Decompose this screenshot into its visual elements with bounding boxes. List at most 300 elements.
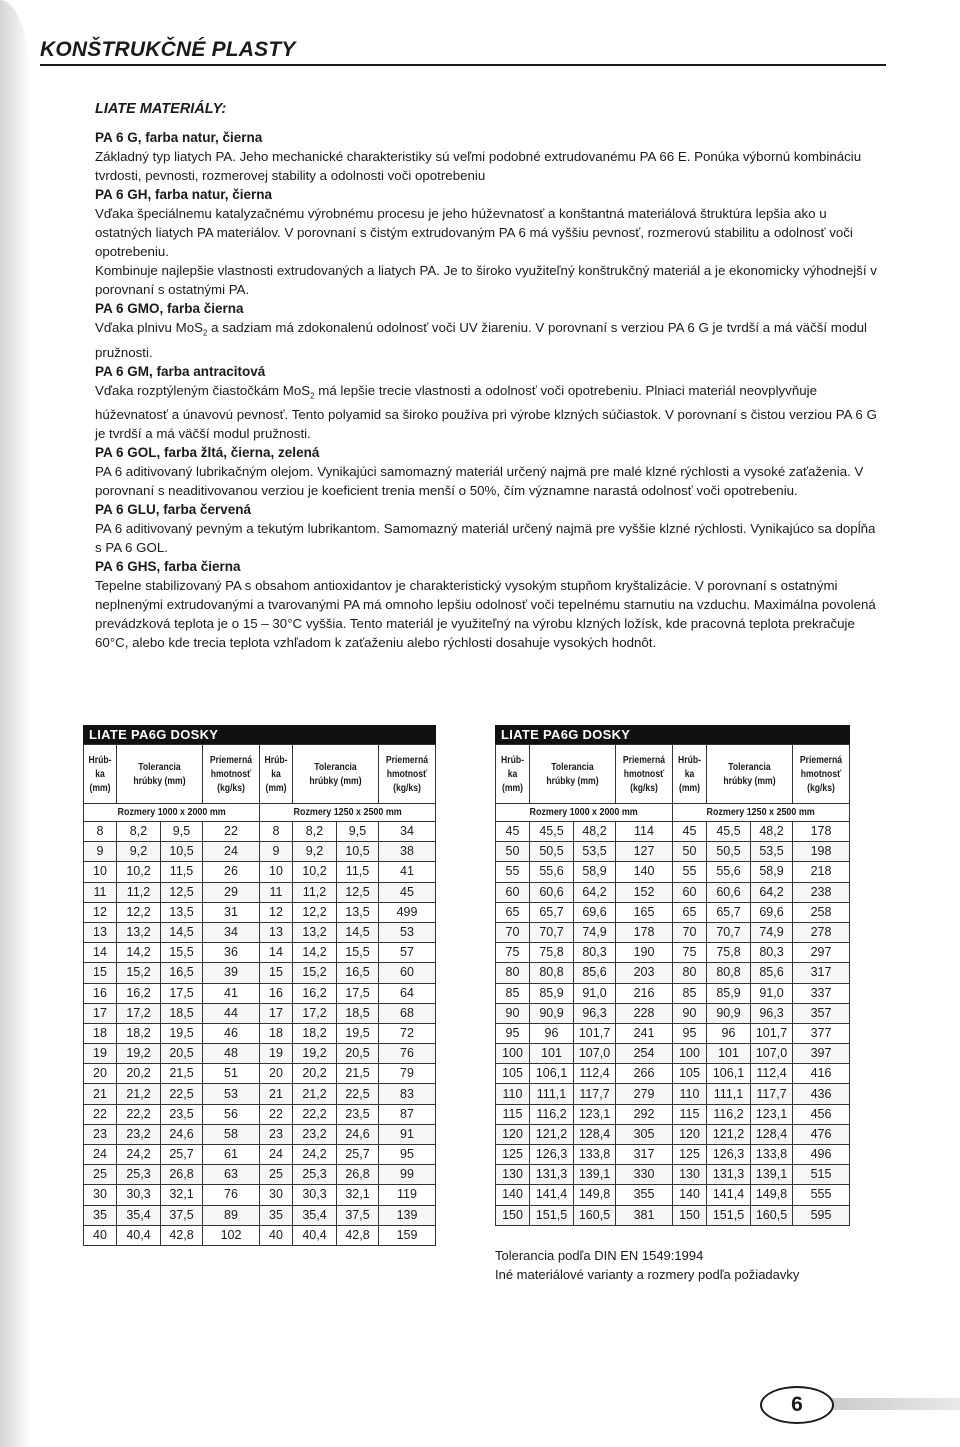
page-number: 6 — [760, 1386, 834, 1424]
table-cell: 19 — [84, 1044, 117, 1064]
table-cell: 60,6 — [530, 882, 574, 902]
table-cell: 241 — [616, 1023, 673, 1043]
table-cell: 20,5 — [161, 1044, 203, 1064]
table-cell: 70 — [673, 922, 707, 942]
table-cell: 19 — [260, 1044, 293, 1064]
table-cell: 117,7 — [574, 1084, 616, 1104]
table-cell: 64,2 — [574, 882, 616, 902]
table-cell: 25 — [84, 1165, 117, 1185]
table-cell: 130 — [496, 1165, 530, 1185]
table-cell: 14,5 — [337, 922, 379, 942]
table-cell: 117,7 — [751, 1084, 793, 1104]
table-cell: 112,4 — [574, 1064, 616, 1084]
table-cell: 16,2 — [117, 983, 161, 1003]
table-cell: 35,4 — [117, 1205, 161, 1225]
table-cell: 11,2 — [293, 882, 337, 902]
table-cell: 89 — [203, 1205, 260, 1225]
table-cell: 85,6 — [751, 963, 793, 983]
material-text-pa6gh-2: Kombinuje najlepšie vlastnosti extrudovaných a liatych PA. Je to široko využiteľný konštrukčný materiál a je ekonomicky výhodnejší v porovnaní s ostatnými PA. — [95, 263, 877, 297]
table-cell: 50 — [496, 842, 530, 862]
table-cell: 75 — [673, 943, 707, 963]
table-cell: 22,5 — [337, 1084, 379, 1104]
col-header-weight: Priemerná hmotnosť (kg/ks) — [203, 745, 260, 804]
table-cell: 8 — [84, 822, 117, 842]
table-cell: 70,7 — [707, 922, 751, 942]
table-cell: 121,2 — [707, 1124, 751, 1144]
table-row — [84, 1145, 436, 1165]
table-cell: 24,2 — [293, 1145, 337, 1165]
col-header-tolerance: Tolerancia hrúbky (mm) — [293, 745, 379, 804]
table-cell: 96,3 — [574, 1003, 616, 1023]
table-cell: 40,4 — [117, 1225, 161, 1245]
table-cell: 131,3 — [530, 1165, 574, 1185]
table-cell: 19,2 — [117, 1044, 161, 1064]
table-cell: 18,2 — [117, 1023, 161, 1043]
table-cell: 13,2 — [293, 922, 337, 942]
table-cell: 9,5 — [161, 822, 203, 842]
table-cell: 90 — [496, 1003, 530, 1023]
table-cell: 228 — [616, 1003, 673, 1023]
table-cell: 40 — [84, 1225, 117, 1245]
table-cell: 416 — [793, 1064, 850, 1084]
table-cell: 160,5 — [574, 1205, 616, 1225]
table-cell: 8,2 — [117, 822, 161, 842]
table-cell: 11,5 — [161, 862, 203, 882]
material-text-pa6g: Základný typ liatych PA. Jeho mechanické charakteristiky sú veľmi podobné extrudovanému PA 66 E. Ponúka výbornú kombináciu tvrdosti, pevnosti, rozmerovej stability a odolnosti voči opotrebeniu — [95, 149, 862, 183]
table-cell: 24 — [203, 842, 260, 862]
table-cell: 555 — [793, 1185, 850, 1205]
table-cell: 99 — [379, 1165, 436, 1185]
table-cell: 80,8 — [530, 963, 574, 983]
table-cell: 48,2 — [751, 822, 793, 842]
dimension-header: Rozmery 1000 x 2000 mm — [84, 804, 260, 822]
table-cell: 60 — [673, 882, 707, 902]
table-cell: 111,1 — [530, 1084, 574, 1104]
col-header-thickness: Hrúb-ka (mm) — [496, 745, 530, 804]
table-cell: 125 — [673, 1145, 707, 1165]
table-cell: 357 — [793, 1003, 850, 1023]
table-cell: 75,8 — [530, 943, 574, 963]
table-cell: 51 — [203, 1064, 260, 1084]
table-cell: 32,1 — [337, 1185, 379, 1205]
table-cell: 72 — [379, 1023, 436, 1043]
table-cell: 70 — [496, 922, 530, 942]
table-cell: 75,8 — [707, 943, 751, 963]
table-cell: 198 — [793, 842, 850, 862]
table-cell: 151,5 — [530, 1205, 574, 1225]
decorative-side-band — [0, 0, 30, 1447]
col-header-weight: Priemerná hmotnosť (kg/ks) — [379, 745, 436, 804]
table-cell: 85 — [496, 983, 530, 1003]
table-row — [84, 1084, 436, 1104]
table-cell: 21,5 — [337, 1064, 379, 1084]
table-cell: 140 — [673, 1185, 707, 1205]
table-cell: 149,8 — [751, 1185, 793, 1205]
table-cell: 258 — [793, 902, 850, 922]
table-cell: 102 — [203, 1225, 260, 1245]
table-cell: 64,2 — [751, 882, 793, 902]
table-cell: 85,9 — [707, 983, 751, 1003]
table-cell: 15,2 — [117, 963, 161, 983]
table-cell: 80,3 — [751, 943, 793, 963]
table-cell: 45 — [379, 882, 436, 902]
table-right-wrapper — [495, 725, 850, 1226]
table-cell: 9,2 — [117, 842, 161, 862]
table-cell: 496 — [793, 1145, 850, 1165]
table-cell: 21 — [84, 1084, 117, 1104]
table-cell: 16,2 — [293, 983, 337, 1003]
table-cell: 96 — [707, 1023, 751, 1043]
section-title: LIATE MATERIÁLY: — [95, 101, 227, 117]
table-cell: 10,2 — [117, 862, 161, 882]
table-cell: 139,1 — [751, 1165, 793, 1185]
table-cell: 14,5 — [161, 922, 203, 942]
table-cell: 96 — [530, 1023, 574, 1043]
table-cell: 17,5 — [161, 983, 203, 1003]
table-cell: 17,2 — [117, 1003, 161, 1023]
material-title-pa6gm: PA 6 GM, farba antracitová — [95, 363, 266, 379]
table-cell: 46 — [203, 1023, 260, 1043]
table-cell: 22,2 — [293, 1104, 337, 1124]
table-left-title: LIATE PA6G DOSKY — [83, 725, 436, 744]
table-row — [496, 922, 850, 942]
table-cell: 22,2 — [117, 1104, 161, 1124]
table-cell: 90 — [673, 1003, 707, 1023]
table-cell: 120 — [673, 1124, 707, 1144]
table-cell: 133,8 — [751, 1145, 793, 1165]
table-row — [496, 963, 850, 983]
table-cell: 79 — [379, 1064, 436, 1084]
table-cell: 12,2 — [293, 902, 337, 922]
table-cell: 9,2 — [293, 842, 337, 862]
table-cell: 140 — [496, 1185, 530, 1205]
table-row — [84, 842, 436, 862]
table-cell: 22 — [84, 1104, 117, 1124]
table-cell: 87 — [379, 1104, 436, 1124]
table-cell: 57 — [379, 943, 436, 963]
table-cell: 61 — [203, 1145, 260, 1165]
materials-section — [95, 100, 885, 652]
table-cell: 101,7 — [751, 1023, 793, 1043]
table-cell: 515 — [793, 1165, 850, 1185]
table-cell: 279 — [616, 1084, 673, 1104]
table-cell: 76 — [379, 1044, 436, 1064]
table-cell: 55,6 — [707, 862, 751, 882]
table-cell: 96,3 — [751, 1003, 793, 1023]
table-cell: 95 — [673, 1023, 707, 1043]
table-row — [496, 1003, 850, 1023]
table-cell: 10,5 — [161, 842, 203, 862]
table-row — [84, 1104, 436, 1124]
table-cell: 17,5 — [337, 983, 379, 1003]
table-cell: 12,2 — [117, 902, 161, 922]
col-header-thickness: Hrúb-ka (mm) — [84, 745, 117, 804]
table-cell: 107,0 — [574, 1044, 616, 1064]
table-cell: 19,2 — [293, 1044, 337, 1064]
table-row — [496, 902, 850, 922]
table-cell: 16,5 — [337, 963, 379, 983]
table-cell: 90,9 — [530, 1003, 574, 1023]
table-cell: 101 — [707, 1044, 751, 1064]
table-cell: 83 — [379, 1084, 436, 1104]
material-text-pa6ghs: Tepelne stabilizovaný PA s obsahom antioxidantov je charakteristický vysokým stupňom kryštalizácie. V porovnaní s ostatnými neplnenými extrudovanými a tvarovanými PA má omnoho lepšiu odolnosť voči tepelnému starnutiu na vzduchu. Maximálna povolená prevádzková teplota je o 15 – 30°C vyššia. Tento materiál je využiteľný na výrobu klzných ložísk, kde pracovná teplota prekračuje 60°C, alebo kde trecia teplota vzhľadom k zaťaženiu alebo rýchlosti dosahuje vysokých hodnôt. — [95, 578, 876, 651]
table-cell: 11 — [84, 882, 117, 902]
table-cell: 106,1 — [530, 1064, 574, 1084]
table-cell: 25,3 — [117, 1165, 161, 1185]
table-cell: 21,2 — [117, 1084, 161, 1104]
table-cell: 20,2 — [293, 1064, 337, 1084]
table-cell: 20 — [260, 1064, 293, 1084]
table-cell: 76 — [203, 1185, 260, 1205]
table-cell: 13,2 — [117, 922, 161, 942]
table-row — [496, 1104, 850, 1124]
table-cell: 218 — [793, 862, 850, 882]
table-cell: 17 — [260, 1003, 293, 1023]
table-cell: 18 — [260, 1023, 293, 1043]
table-cell: 116,2 — [530, 1104, 574, 1124]
table-cell: 90,9 — [707, 1003, 751, 1023]
table-cell: 101 — [530, 1044, 574, 1064]
table-cell: 20,5 — [337, 1044, 379, 1064]
table-cell: 476 — [793, 1124, 850, 1144]
table-cell: 34 — [379, 822, 436, 842]
table-cell: 21,5 — [161, 1064, 203, 1084]
material-text-pa6gh: Vďaka špeciálnemu katalyzačnému výrobnému procesu je jeho húževnatosť a konštantná materiálová štruktúra lepšia ako u ostatných liatych PA materiálov. V porovnaní s čistým extrudovaným PA 6 má vyššiu pevnosť, rozmerovú stabilitu a odolnosť voči opotrebeniu. — [95, 206, 853, 259]
table-row — [496, 862, 850, 882]
table-cell: 95 — [379, 1145, 436, 1165]
table-cell: 55 — [673, 862, 707, 882]
table-cell: 24,6 — [161, 1124, 203, 1144]
table-cell: 30,3 — [293, 1185, 337, 1205]
table-cell: 14,2 — [293, 943, 337, 963]
table-cell: 10,5 — [337, 842, 379, 862]
table-cell: 32,1 — [161, 1185, 203, 1205]
table-cell: 20,2 — [117, 1064, 161, 1084]
table-cell: 41 — [203, 983, 260, 1003]
table-cell: 10,2 — [293, 862, 337, 882]
table-cell: 45 — [673, 822, 707, 842]
table-cell: 266 — [616, 1064, 673, 1084]
col-header-tolerance: Tolerancia hrúbky (mm) — [707, 745, 793, 804]
table-row — [84, 922, 436, 942]
table-cell: 254 — [616, 1044, 673, 1064]
table-cell: 91,0 — [574, 983, 616, 1003]
table-cell: 160,5 — [751, 1205, 793, 1225]
table-cell: 8 — [260, 822, 293, 842]
table-cell: 26 — [203, 862, 260, 882]
table-cell: 80,3 — [574, 943, 616, 963]
table-row — [84, 1064, 436, 1084]
dimension-header: Rozmery 1000 x 2000 mm — [496, 804, 673, 822]
table-cell: 101,7 — [574, 1023, 616, 1043]
table-row — [84, 1185, 436, 1205]
table-cell: 65,7 — [530, 902, 574, 922]
table-cell: 12,5 — [161, 882, 203, 902]
table-cell: 9,5 — [337, 822, 379, 842]
material-title-pa6ghs: PA 6 GHS, farba čierna — [95, 559, 241, 575]
table-cell: 11,2 — [117, 882, 161, 902]
table-cell: 151,5 — [707, 1205, 751, 1225]
table-cell: 38 — [379, 842, 436, 862]
table-cell: 116,2 — [707, 1104, 751, 1124]
table-cell: 24,2 — [117, 1145, 161, 1165]
table-cell: 65 — [673, 902, 707, 922]
table-cell: 42,8 — [337, 1225, 379, 1245]
table-cell: 14 — [84, 943, 117, 963]
variants-note: Iné materiálové varianty a rozmery podľa požiadavky — [495, 1267, 800, 1282]
table-cell: 121,2 — [530, 1124, 574, 1144]
table-cell: 21 — [260, 1084, 293, 1104]
table-cell: 40,4 — [293, 1225, 337, 1245]
table-cell: 297 — [793, 943, 850, 963]
material-text-pa6glu: PA 6 aditivovaný pevným a tekutým lubrikantom. Samomazný materiál určený najmä pre vyššie klzné rýchlosti. Vynikajúco sa dopĺňa s PA 6 GOL. — [95, 521, 876, 556]
table-cell: 159 — [379, 1225, 436, 1245]
table-cell: 178 — [616, 922, 673, 942]
table-cell: 26,8 — [161, 1165, 203, 1185]
table-cell: 126,3 — [707, 1145, 751, 1165]
table-cell: 355 — [616, 1185, 673, 1205]
table-cell: 12 — [84, 902, 117, 922]
table-cell: 141,4 — [707, 1185, 751, 1205]
table-cell: 130 — [673, 1165, 707, 1185]
table-cell: 107,0 — [751, 1044, 793, 1064]
table-cell: 15,2 — [293, 963, 337, 983]
table-cell: 69,6 — [574, 902, 616, 922]
table-cell: 55,6 — [530, 862, 574, 882]
table-left-wrapper — [83, 725, 436, 1246]
table-cell: 29 — [203, 882, 260, 902]
table-cell: 69,6 — [751, 902, 793, 922]
table-cell: 115 — [673, 1104, 707, 1124]
table-row — [496, 1064, 850, 1084]
table-cell: 19,5 — [161, 1023, 203, 1043]
table-cell: 16,5 — [161, 963, 203, 983]
table-cell: 68 — [379, 1003, 436, 1023]
table-cell: 120 — [496, 1124, 530, 1144]
table-cell: 45 — [496, 822, 530, 842]
table-cell: 50 — [673, 842, 707, 862]
table-cell: 53,5 — [574, 842, 616, 862]
table-notes — [495, 1246, 799, 1284]
table-cell: 60,6 — [707, 882, 751, 902]
table-cell: 149,8 — [574, 1185, 616, 1205]
table-cell: 18 — [84, 1023, 117, 1043]
table-cell: 305 — [616, 1124, 673, 1144]
table-cell: 50,5 — [707, 842, 751, 862]
table-cell: 127 — [616, 842, 673, 862]
table-cell: 48 — [203, 1044, 260, 1064]
table-cell: 14 — [260, 943, 293, 963]
table-cell: 18,2 — [293, 1023, 337, 1043]
col-header-thickness: Hrúb-ka (mm) — [673, 745, 707, 804]
table-cell: 16 — [260, 983, 293, 1003]
table-row — [496, 983, 850, 1003]
table-cell: 11,5 — [337, 862, 379, 882]
material-title-pa6gol: PA 6 GOL, farba žltá, čierna, zelená — [95, 445, 320, 461]
table-cell: 152 — [616, 882, 673, 902]
table-cell: 37,5 — [337, 1205, 379, 1225]
table-cell: 397 — [793, 1044, 850, 1064]
table-cell: 39 — [203, 963, 260, 983]
table-cell: 24 — [260, 1145, 293, 1165]
table-cell: 17,2 — [293, 1003, 337, 1023]
table-cell: 20 — [84, 1064, 117, 1084]
table-cell: 110 — [673, 1084, 707, 1104]
table-cell: 12,5 — [337, 882, 379, 902]
table-cell: 456 — [793, 1104, 850, 1124]
table-cell: 35 — [84, 1205, 117, 1225]
table-cell: 25,7 — [337, 1145, 379, 1165]
table-cell: 15,5 — [161, 943, 203, 963]
col-header-weight: Priemerná hmotnosť (kg/ks) — [793, 745, 850, 804]
table-cell: 30,3 — [117, 1185, 161, 1205]
table-cell: 10 — [260, 862, 293, 882]
table-cell: 178 — [793, 822, 850, 842]
table-cell: 40 — [260, 1225, 293, 1245]
table-cell: 48,2 — [574, 822, 616, 842]
table-cell: 111,1 — [707, 1084, 751, 1104]
table-cell: 11 — [260, 882, 293, 902]
table-row — [84, 902, 436, 922]
table-cell: 499 — [379, 902, 436, 922]
table-row — [84, 1023, 436, 1043]
table-cell: 35,4 — [293, 1205, 337, 1225]
table-cell: 26,8 — [337, 1165, 379, 1185]
material-title-pa6gmo: PA 6 GMO, farba čierna — [95, 301, 244, 316]
table-cell: 25,3 — [293, 1165, 337, 1185]
table-row — [496, 1205, 850, 1225]
tolerance-note: Tolerancia podľa DIN EN 1549:1994 — [495, 1248, 704, 1263]
table-cell: 15,5 — [337, 943, 379, 963]
page-title: KONŠTRUKČNÉ PLASTY — [40, 38, 296, 61]
table-cell: 139,1 — [574, 1165, 616, 1185]
table-cell: 23,5 — [161, 1104, 203, 1124]
table-cell: 123,1 — [574, 1104, 616, 1124]
table-cell: 8,2 — [293, 822, 337, 842]
table-cell: 80,8 — [707, 963, 751, 983]
table-row — [84, 1225, 436, 1245]
table-cell: 165 — [616, 902, 673, 922]
table-row — [496, 1084, 850, 1104]
table-cell: 23,2 — [117, 1124, 161, 1144]
table-cell: 110 — [496, 1084, 530, 1104]
table-row — [84, 1003, 436, 1023]
table-row — [496, 882, 850, 902]
table-cell: 55 — [496, 862, 530, 882]
table-cell: 337 — [793, 983, 850, 1003]
table-cell: 15 — [260, 963, 293, 983]
table-cell: 41 — [379, 862, 436, 882]
table-cell: 58 — [203, 1124, 260, 1144]
table-cell: 35 — [260, 1205, 293, 1225]
table-cell: 36 — [203, 943, 260, 963]
table-cell: 91,0 — [751, 983, 793, 1003]
table-cell: 70,7 — [530, 922, 574, 942]
table-cell: 23,5 — [337, 1104, 379, 1124]
table-cell: 330 — [616, 1165, 673, 1185]
table-cell: 10 — [84, 862, 117, 882]
table-left — [83, 744, 436, 1246]
table-cell: 23,2 — [293, 1124, 337, 1144]
table-cell: 64 — [379, 983, 436, 1003]
table-row — [84, 1124, 436, 1144]
table-cell: 100 — [496, 1044, 530, 1064]
table-cell: 50,5 — [530, 842, 574, 862]
dimension-header: Rozmery 1250 x 2500 mm — [260, 804, 436, 822]
table-cell: 30 — [84, 1185, 117, 1205]
table-cell: 381 — [616, 1205, 673, 1225]
table-cell: 58,9 — [751, 862, 793, 882]
